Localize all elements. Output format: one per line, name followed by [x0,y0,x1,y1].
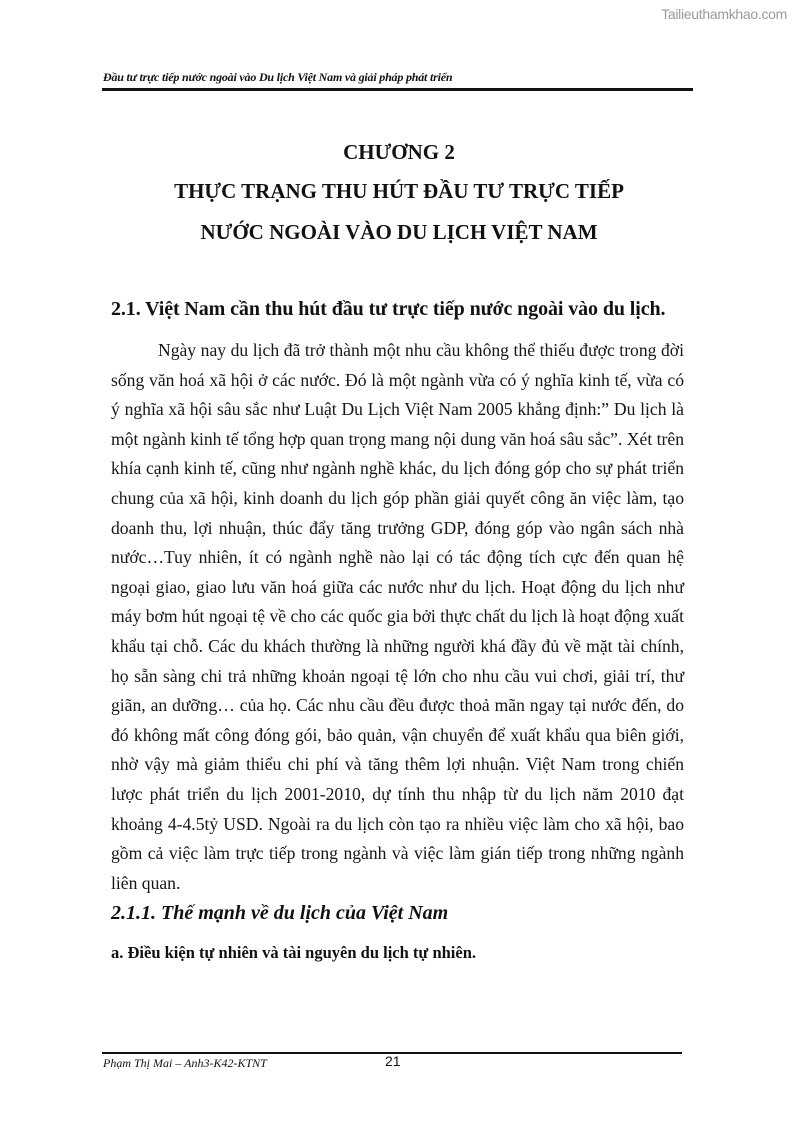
section-heading: 2.1. Việt Nam cần thu hút đầu tư trực tiếp nước ngoài vào du lịch. [111,298,666,320]
running-header: Đầu tư trực tiếp nước ngoài vào Du lịch Việt Nam và giải pháp phát triển [103,70,453,84]
subsubsection-heading: a. Điều kiện tự nhiên và tài nguyên du lịch tự nhiên. [111,943,477,962]
chapter-title-line-2: NƯỚC NGOÀI VÀO DU LỊCH VIỆT NAM [200,220,598,244]
footer-author: Phạm Thị Mai – Anh3-K42-KTNT [103,1056,267,1070]
chapter-number: CHƯƠNG 2 [343,140,455,164]
body-paragraph: Ngày nay du lịch đã trở thành một nhu cầu không thể thiếu được trong đời sống văn hoá xã hội ở các nước. Đó là một ngành vừa có ý nghĩa kinh tế, vừa có ý nghĩa xã hội sâu sắc như Luật Du Lịch Việt Nam 2005 khẳng định:” Du lịch là một ngành kinh tế tổng hợp quan trọng mang nội dung văn hoá sâu sắc”. Xét trên khía cạnh kinh tế, cũng như ngành nghề khác, du lịch đóng góp cho sự phát triển chung của xã hội, kinh doanh du lịch góp phần giải quyết công ăn việc làm, tạo doanh thu, lợi nhuận, thúc đẩy tăng trưởng GDP, đóng góp vào ngân sách nhà nước…Tuy nhiên, ít có ngành nghề nào lại có tác động tích cực đến quan hệ ngoại giao, giao lưu văn hoá giữa các nước như du lịch. Hoạt động du lịch như máy bơm hút ngoại tệ về cho các quốc gia bởi thực chất du lịch là hoạt động xuất khẩu tại chỗ. Các du khách thường là những người khá đầy đủ về mặt tài chính, họ sẵn sàng chi trả những khoản ngoại tệ lớn cho nhu cầu vui chơi, giải trí, thư giãn, an dưỡng… của họ. Các nhu cầu đều được thoả mãn ngay tại nước đến, do đó không mất công đóng gói, bảo quản, vận chuyển để xuất khẩu qua biên giới, nhờ vậy mà giảm thiểu chi phí và tăng thêm lợi nhuận. Việt Nam trong chiến lược phát triển du lịch 2001-2010, dự tính thu nhập từ du lịch năm 2010 đạt khoảng 4-4.5tỷ USD. Ngoài ra du lịch còn tạo ra nhiều việc làm cho xã hội, bao gồm cả việc làm trực tiếp trong ngành và việc làm gián tiếp trong những ngành liên quan. [111,340,684,893]
header-divider [102,88,693,91]
chapter-title-line-1: THỰC TRẠNG THU HÚT ĐẦU TƯ TRỰC TIẾP [174,179,624,203]
subsection-heading: 2.1.1. Thế mạnh về du lịch của Việt Nam [111,902,449,924]
page-number: 21 [385,1053,401,1069]
watermark: Tailieuthamkhao.com [661,6,787,22]
